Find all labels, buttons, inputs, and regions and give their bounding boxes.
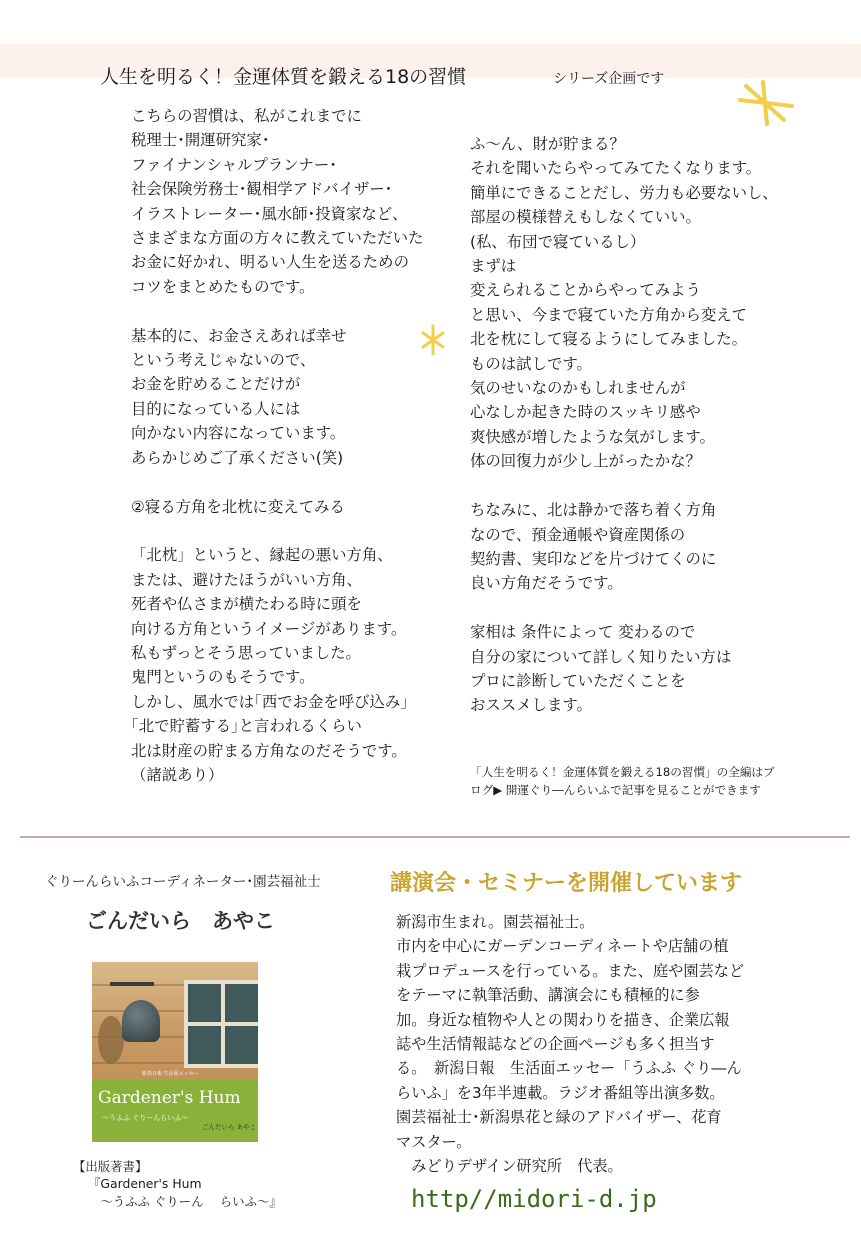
text-line: 向ける方角というイメージがあります。 <box>131 619 407 638</box>
text-line: または、避けたほうがいい方角、 <box>131 570 362 589</box>
bio-line: る。 新潟日報 生活面エッセー「うふふ ぐり―ん <box>396 1059 742 1078</box>
text-line: という考えじゃないので、 <box>131 351 316 370</box>
text-line <box>131 519 423 543</box>
text-line <box>131 299 423 323</box>
text-line: プロに診断していただくことを <box>470 671 686 690</box>
bio-line: 新潟市生まれ。園芸福祉士。 <box>396 913 595 931</box>
publication-title-line: ～うふふ ぐりーん らいふ～』 <box>88 1194 282 1209</box>
text-line: あらかじめご了承ください(笑) <box>131 448 344 467</box>
text-line: それを聞いたらやってみてたくなります。 <box>470 159 762 178</box>
seminar-heading: 講演会・セミナーを開催しています <box>390 871 743 896</box>
cover-bell-bracket <box>110 982 154 986</box>
sparkle-small-icon <box>420 323 446 357</box>
text-line: 北は財産の貯まる方角なのだそうです。 <box>131 741 407 760</box>
text-line: 変えられることからやってみよう <box>470 281 701 300</box>
text-line: 体の回復力が少し上がったかな？ <box>470 452 701 471</box>
bio-line: マスター。 <box>396 1132 472 1151</box>
cover-subtitle: ～うふふ ぐりーんらいふ～ <box>102 1114 189 1122</box>
text-line: まずは <box>470 257 517 276</box>
bio-line: 栽プロデュースを行っている。また、庭や園芸など <box>396 961 745 980</box>
text-line <box>470 596 778 620</box>
text-line: と思い、今まで寝ていた方角から変えて <box>470 305 748 324</box>
article-right-column <box>470 132 778 718</box>
author-name: ごんだいら あやこ <box>86 909 275 933</box>
section-divider <box>20 836 850 838</box>
publication-label: 【出版著書】 <box>73 1159 148 1174</box>
cover-window <box>184 980 258 1068</box>
text-line: 家相は 条件によって 変わるので <box>470 623 696 642</box>
sparkle-large-icon <box>736 78 796 128</box>
text-line: 税理士･開運研究家･ <box>131 131 270 150</box>
bell-icon <box>122 1000 160 1042</box>
text-line: コツをまとめたものです。 <box>131 277 315 296</box>
text-line: ｢北で貯蓄する｣と言われるくらい <box>131 717 362 736</box>
bio-line: らいふ」を3年半連載。ラジオ番組等出演多数。 <box>396 1083 725 1102</box>
text-line: 基本的に、お金さえあれば幸せ <box>131 326 347 345</box>
cover-author: ごんだいら あやこ <box>202 1123 257 1131</box>
text-line: ものは試しです。 <box>470 354 592 373</box>
text-line <box>131 470 423 494</box>
bio-line: 園芸福祉士･新潟県花と緑のアドバイザー、花育 <box>396 1108 722 1127</box>
text-line: 「北枕」というと、縁起の悪い方角、 <box>131 546 393 565</box>
text-line: 鬼門というのもそうです。 <box>131 668 315 687</box>
text-line: ファイナンシャルプランナー･ <box>131 155 338 174</box>
publication-title <box>88 1175 282 1211</box>
cover-window-frame <box>188 1022 258 1026</box>
text-line: 向かない内容になっています。 <box>131 424 346 443</box>
text-line: 心なしか起きた時のスッキリ感や <box>470 403 701 422</box>
bio-line: 市内を中心にガーデンコーディネートや店舗の植 <box>396 937 729 956</box>
text-line: 爽快感が増したような気がします。 <box>470 427 716 446</box>
text-line: ふ～ん、財が貯まる？ <box>470 135 625 153</box>
text-line: 自分の家について詳しく知りたい方は <box>470 647 732 666</box>
text-line: (私、布団で寝ているし） <box>470 232 646 251</box>
text-line: ちなみに、北は静かで落ち着く方角 <box>470 501 717 520</box>
text-line: （諸説あり） <box>131 765 224 784</box>
bio-line: 加。身近な植物や人との関わりを描き、企業広報 <box>396 1010 730 1029</box>
footnote-line: ログ▶ 開運ぐり―んらいふで記事を見ることができます <box>470 783 761 797</box>
text-line: 目的になっている人には <box>131 399 301 418</box>
text-line: こちらの習慣は、私がこれまでに <box>131 107 362 125</box>
text-line: なので、預金通帳や資産関係の <box>470 525 686 544</box>
cover-leaf <box>98 1016 124 1064</box>
text-line: 気のせいなのかもしれませんが <box>470 379 686 398</box>
article-footnote <box>470 763 830 799</box>
book-cover <box>92 962 258 1142</box>
website-link[interactable]: http//midori-d.jp <box>411 1185 657 1213</box>
series-label: シリーズ企画です <box>553 71 665 87</box>
bio-line: 誌や生活情報誌などの企画ページも多く担当す <box>396 1035 715 1054</box>
text-line: イラストレーター･風水師･投資家など、 <box>131 204 408 223</box>
text-line: さまざまな方面の方々に教えていただいた <box>131 229 424 248</box>
author-bio <box>396 910 744 1178</box>
cover-title: Gardener's Hum <box>98 1088 241 1108</box>
text-line: 死者や仏さまが横たわる時に頭を <box>131 595 362 614</box>
text-line: ②寝る方角を北枕に変えてみる <box>131 497 345 516</box>
author-role: ぐりーんらいふコーディネーター･園芸福祉士 <box>45 874 321 890</box>
page-title: 人生を明るく！金運体質を鍛える18の習慣 <box>100 66 467 88</box>
text-line: 社会保険労務士･観相学アドバイザー･ <box>131 180 393 199</box>
text-line: 契約書、実印などを片づけてくのに <box>470 549 717 568</box>
text-line: しかし、風水では｢西でお金を呼び込み｣ <box>131 692 409 711</box>
text-line: おススメします。 <box>470 696 592 715</box>
bio-line: をテーマに執筆活動、講演会にも積極的に参 <box>396 986 700 1005</box>
text-line: お金に好かれ、明るい人生を送るための <box>131 253 409 272</box>
text-line: 簡単にできることだし、労力も必要ないし、 <box>470 183 778 202</box>
text-line: 部屋の模様替えもしなくていい。 <box>470 208 701 227</box>
text-line: お金を貯めることだけが <box>131 375 301 394</box>
text-line <box>470 474 778 498</box>
text-line: 北を枕にして寝るようにしてみました。 <box>470 330 748 349</box>
article-left-column <box>131 104 423 787</box>
bio-line: みどりデザイン研究所 代表。 <box>396 1157 623 1176</box>
publication-title-line: 『Gardener's Hum <box>88 1176 202 1191</box>
cover-small-text: 新潟日報 生活面エッセー <box>142 1071 199 1077</box>
text-line: 私もずっとそう思っていました。 <box>131 643 361 662</box>
footnote-line: 「人生を明るく！金運体質を鍛える18の習慣」の全編はブ <box>470 765 775 779</box>
text-line: 良い方角だそうです。 <box>470 574 623 593</box>
